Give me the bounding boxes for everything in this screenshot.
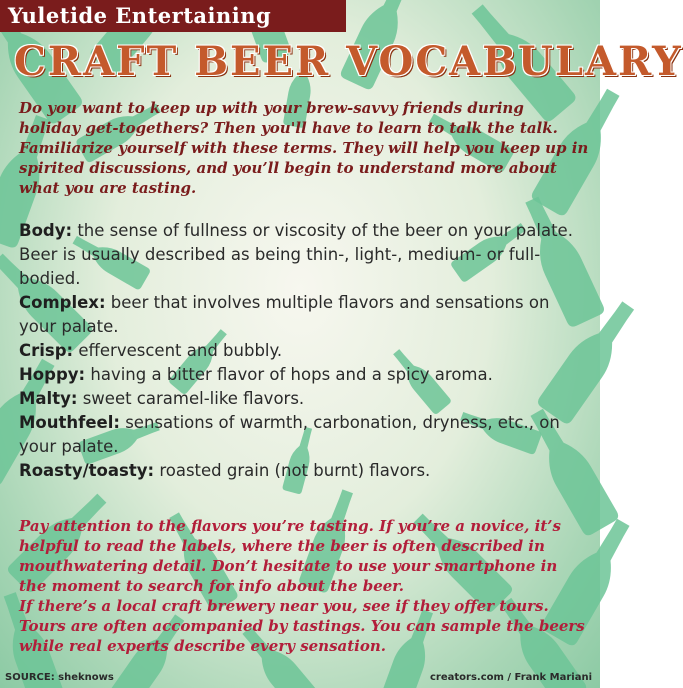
- definition-text: effervescent and bubbly.: [73, 341, 283, 360]
- definition-text: the sense of fullness or viscosity of the beer on your palate. Beer is usually described as being thin-, light-, medium- or full-bodied.: [19, 221, 573, 288]
- artist-credit: creators.com / Frank Mariani: [429, 672, 592, 683]
- definition-term: Malty:: [19, 389, 78, 408]
- source-credit: SOURCE: sheknows: [5, 672, 114, 683]
- definitions-list: [19, 219, 585, 483]
- definition-item: [19, 459, 585, 483]
- definition-term: Roasty/toasty:: [19, 461, 155, 480]
- definition-term: Mouthfeel:: [19, 413, 120, 432]
- definition-text: sweet caramel-like flavors.: [77, 389, 305, 408]
- definition-text: having a bitter flavor of hops and a spicy aroma.: [85, 365, 493, 384]
- definition-item: [19, 411, 585, 459]
- definition-text: beer that involves multiple flavors and sensations on your palate.: [19, 293, 550, 336]
- tip-paragraph: If there’s a local craft brewery near you, see if they offer tours. Tours are often accompanied by tastings. You can sample the beers while real experts describe every sensation.: [19, 597, 585, 655]
- tip-paragraph: Pay attention to the flavors you’re tasting. If you’re a novice, it’s helpful to read the labels, where the beer is often described in mouthwatering detail. Don’t hesitate to use your smartphone in the moment to search for info about the beer.: [19, 517, 561, 595]
- definition-term: Hoppy:: [19, 365, 86, 384]
- definition-item: [19, 339, 585, 363]
- definition-term: Complex:: [19, 293, 106, 312]
- definition-item: [19, 291, 585, 339]
- definition-item: [19, 219, 585, 291]
- definition-term: Body:: [19, 221, 73, 240]
- definition-term: Crisp:: [19, 341, 74, 360]
- definition-text: sensations of warmth, carbonation, dryness, etc., on your palate.: [19, 413, 560, 456]
- page-title: CRAFT BEER VOCABULARY: [14, 38, 683, 85]
- banner-title: Yuletide Entertaining: [8, 3, 272, 28]
- intro-paragraph: Do you want to keep up with your brew-savvy friends during holiday get-togethers? Then you'll have to learn to talk the talk. Familiarize yourself with these terms. They will help you keep up in spirited discussions, and you’ll begin to understand more about what you are tasting.: [19, 99, 589, 197]
- definition-text: roasted grain (not burnt) flavors.: [154, 461, 431, 480]
- section-banner: [0, 0, 346, 32]
- definition-item: [19, 363, 585, 387]
- definition-item: [19, 387, 585, 411]
